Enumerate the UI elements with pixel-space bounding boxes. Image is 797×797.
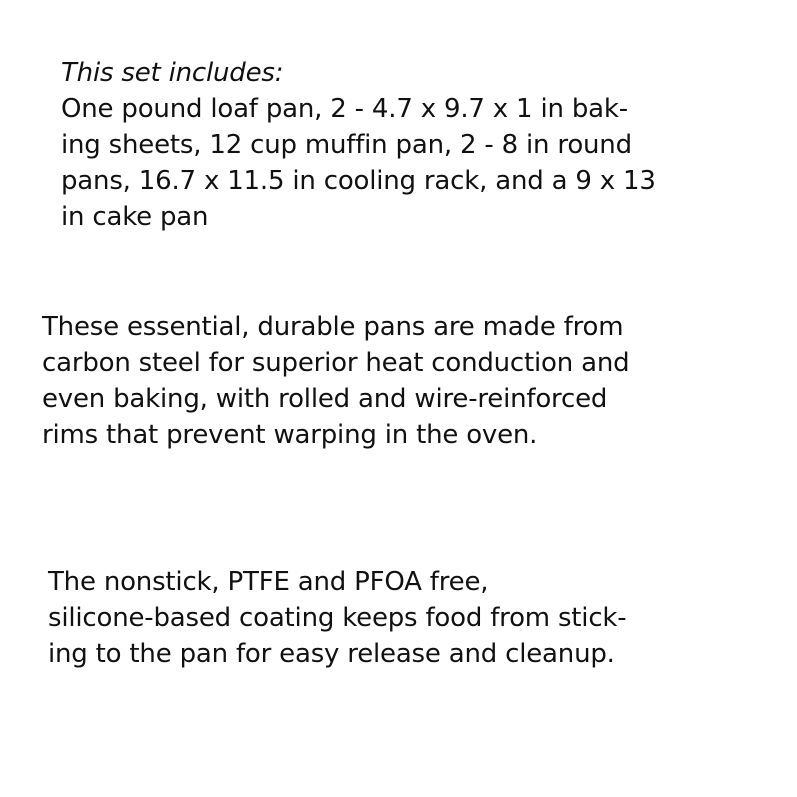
set-includes-section	[61, 55, 656, 235]
set-includes-line: in cake pan	[61, 202, 209, 232]
coating-line: ing to the pan for easy release and cleanup.	[48, 639, 615, 669]
set-includes-line: One pound loaf pan, 2 - 4.7 x 9.7 x 1 in bak-	[61, 94, 628, 124]
material-line: rims that prevent warping in the oven.	[42, 420, 538, 450]
material-line: carbon steel for superior heat conduction and	[42, 348, 630, 378]
material-line: These essential, durable pans are made from	[42, 312, 624, 342]
coating-line: The nonstick, PTFE and PFOA free,	[48, 567, 489, 597]
coating-section	[48, 564, 626, 672]
material-line: even baking, with rolled and wire-reinforced	[42, 384, 608, 414]
material-section	[42, 309, 629, 453]
set-includes-heading: This set includes:	[61, 58, 284, 88]
set-includes-line: ing sheets, 12 cup muffin pan, 2 - 8 in round	[61, 130, 632, 160]
set-includes-line: pans, 16.7 x 11.5 in cooling rack, and a 9 x 13	[61, 166, 656, 196]
coating-line: silicone-based coating keeps food from stick-	[48, 603, 627, 633]
